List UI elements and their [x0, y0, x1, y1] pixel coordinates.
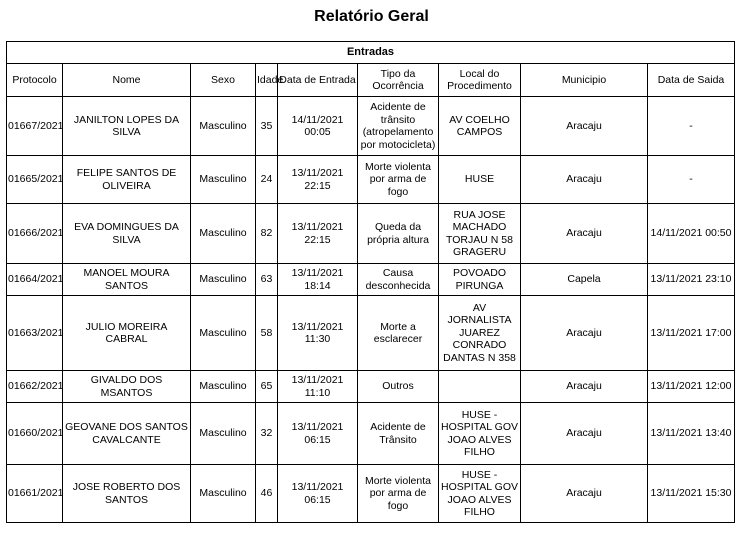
tipo-ocorrencia-cell: Morte violenta por arma de fogo	[358, 156, 439, 204]
idade-cell: 58	[256, 296, 278, 371]
report-title: Relatório Geral	[314, 8, 429, 25]
local-cell	[439, 371, 521, 403]
column-header-data-saida: Data de Saida	[648, 64, 735, 97]
data-saida-cell: 13/11/2021 17:00	[648, 296, 735, 371]
table-row	[7, 204, 735, 264]
nome-cell: MANOEL MOURA SANTOS	[63, 264, 191, 296]
sexo-cell: Masculino	[191, 296, 256, 371]
protocolo-cell: 01662/2021	[7, 371, 63, 403]
municipio-cell: Aracaju	[521, 156, 648, 204]
tipo-ocorrencia-cell: Acidente de trânsito (atropelamento por motocicleta)	[358, 97, 439, 156]
local-cell: RUA JOSE MACHADO TORJAU N 58 GRAGERU	[439, 204, 521, 264]
protocolo-cell: 01660/2021	[7, 403, 63, 465]
data-entrada-cell: 13/11/2021 18:14	[278, 264, 358, 296]
table-row	[7, 371, 735, 403]
column-header-nome: Nome	[63, 64, 191, 97]
local-cell: HUSE - HOSPITAL GOV JOAO ALVES FILHO	[439, 465, 521, 523]
column-header-sexo: Sexo	[191, 64, 256, 97]
nome-cell: GEOVANE DOS SANTOS CAVALCANTE	[63, 403, 191, 465]
tipo-ocorrencia-cell: Queda da própria altura	[358, 204, 439, 264]
header-row	[7, 64, 735, 97]
data-entrada-cell: 14/11/2021 00:05	[278, 97, 358, 156]
sexo-cell: Masculino	[191, 156, 256, 204]
idade-cell: 24	[256, 156, 278, 204]
column-header-idade: Idade	[256, 64, 278, 97]
idade-cell: 82	[256, 204, 278, 264]
municipio-cell: Aracaju	[521, 371, 648, 403]
data-saida-cell: 13/11/2021 23:10	[648, 264, 735, 296]
data-saida-cell: -	[648, 156, 735, 204]
tipo-ocorrencia-cell: Morte violenta por arma de fogo	[358, 465, 439, 523]
tipo-ocorrencia-cell: Acidente de Trânsito	[358, 403, 439, 465]
data-saida-cell: 13/11/2021 15:30	[648, 465, 735, 523]
table-row	[7, 264, 735, 296]
sexo-cell: Masculino	[191, 264, 256, 296]
data-entrada-cell: 13/11/2021 06:15	[278, 465, 358, 523]
tipo-ocorrencia-cell: Morte a esclarecer	[358, 296, 439, 371]
municipio-cell: Aracaju	[521, 465, 648, 523]
data-entrada-cell: 13/11/2021 06:15	[278, 403, 358, 465]
column-header-local-procedimento: Local do Procedimento	[439, 64, 521, 97]
protocolo-cell: 01665/2021	[7, 156, 63, 204]
protocolo-cell: 01663/2021	[7, 296, 63, 371]
local-cell: HUSE - HOSPITAL GOV JOAO ALVES FILHO	[439, 403, 521, 465]
data-saida-cell: -	[648, 97, 735, 156]
idade-cell: 35	[256, 97, 278, 156]
data-saida-cell: 14/11/2021 00:50	[648, 204, 735, 264]
data-saida-cell: 13/11/2021 12:00	[648, 371, 735, 403]
table-row	[7, 403, 735, 465]
municipio-cell: Aracaju	[521, 296, 648, 371]
data-entrada-cell: 13/11/2021 22:15	[278, 204, 358, 264]
table-row	[7, 465, 735, 523]
nome-cell: FELIPE SANTOS DE OLIVEIRA	[63, 156, 191, 204]
municipio-cell: Capela	[521, 264, 648, 296]
tipo-ocorrencia-cell: Outros	[358, 371, 439, 403]
nome-cell: JULIO MOREIRA CABRAL	[63, 296, 191, 371]
idade-cell: 63	[256, 264, 278, 296]
idade-cell: 65	[256, 371, 278, 403]
nome-cell: JANILTON LOPES DA SILVA	[63, 97, 191, 156]
sexo-cell: Masculino	[191, 371, 256, 403]
nome-cell: JOSE ROBERTO DOS SANTOS	[63, 465, 191, 523]
entries-table	[6, 41, 735, 523]
sexo-cell: Masculino	[191, 97, 256, 156]
column-header-municipio: Municipio	[521, 64, 648, 97]
protocolo-cell: 01661/2021	[7, 465, 63, 523]
sexo-cell: Masculino	[191, 403, 256, 465]
idade-cell: 32	[256, 403, 278, 465]
local-cell: AV JORNALISTA JUAREZ CONRADO DANTAS N 358	[439, 296, 521, 371]
tipo-ocorrencia-cell: Causa desconhecida	[358, 264, 439, 296]
section-title: Entradas	[7, 42, 735, 64]
municipio-cell: Aracaju	[521, 97, 648, 156]
nome-cell: EVA DOMINGUES DA SILVA	[63, 204, 191, 264]
data-entrada-cell: 13/11/2021 11:10	[278, 371, 358, 403]
column-header-tipo-ocorrencia: Tipo da Ocorrência	[358, 64, 439, 97]
nome-cell: GIVALDO DOS MSANTOS	[63, 371, 191, 403]
protocolo-cell: 01667/2021	[7, 97, 63, 156]
data-entrada-cell: 13/11/2021 22:15	[278, 156, 358, 204]
local-cell: HUSE	[439, 156, 521, 204]
table-row	[7, 97, 735, 156]
protocolo-cell: 01666/2021	[7, 204, 63, 264]
data-saida-cell: 13/11/2021 13:40	[648, 403, 735, 465]
protocolo-cell: 01664/2021	[7, 264, 63, 296]
column-header-data-entrada: Data de Entrada	[278, 64, 358, 97]
table-row	[7, 296, 735, 371]
local-cell: POVOADO PIRUNGA	[439, 264, 521, 296]
idade-cell: 46	[256, 465, 278, 523]
data-entrada-cell: 13/11/2021 11:30	[278, 296, 358, 371]
sexo-cell: Masculino	[191, 204, 256, 264]
sexo-cell: Masculino	[191, 465, 256, 523]
column-header-protocolo: Protocolo	[7, 64, 63, 97]
table-row	[7, 156, 735, 204]
local-cell: AV COELHO CAMPOS	[439, 97, 521, 156]
municipio-cell: Aracaju	[521, 204, 648, 264]
municipio-cell: Aracaju	[521, 403, 648, 465]
